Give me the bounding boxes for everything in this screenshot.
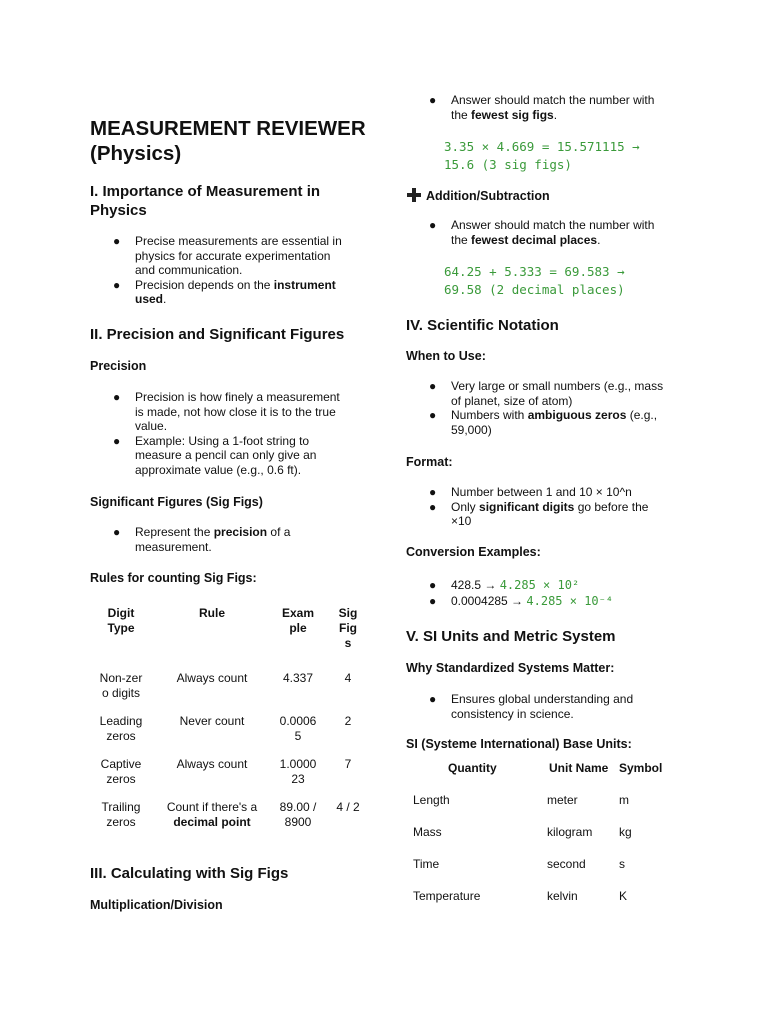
table-row	[90, 757, 372, 800]
table-cell: 2	[344, 714, 352, 728]
section-1-heading-line-2: Physics	[90, 202, 147, 219]
table-cell: kilogram	[547, 825, 593, 839]
text-line: value.	[135, 419, 168, 434]
list-item: ● Precision is how finely a measurement is made, not how close it is to the true value.	[135, 390, 372, 434]
list-item: ● Ensures global understanding and consistency in science.	[451, 692, 686, 721]
text-line	[135, 278, 372, 293]
text: of a	[267, 525, 291, 539]
header-cell: Symbol	[619, 761, 663, 775]
why-list	[429, 692, 686, 721]
text-line: Very large or small numbers (e.g., mass	[451, 379, 664, 393]
conversion-list	[429, 577, 686, 609]
code-line: 64.25 + 5.333 = 69.583 →	[444, 264, 625, 279]
table-cell: Mass	[413, 825, 442, 839]
section-4-heading: IV. Scientific Notation	[406, 317, 559, 334]
header-cell: Unit Name	[549, 761, 609, 775]
list-item: ● Answer should match the number with the fewest decimal places.	[451, 218, 686, 247]
table-row	[406, 857, 686, 889]
list-item: ● Precision depends on the instrument used.	[135, 278, 372, 307]
table-header-row	[406, 761, 686, 793]
text: Represent the	[135, 525, 214, 539]
section-2-heading: II. Precision and Significant Figures	[90, 326, 345, 343]
code-line: 15.6 (3 sig figs)	[444, 157, 572, 172]
table-row	[90, 671, 372, 714]
code-line: 69.58 (2 decimal places)	[444, 282, 625, 297]
table-row	[406, 825, 686, 857]
bold-text: used	[135, 292, 164, 307]
text: Precision depends on the	[135, 277, 274, 292]
section-5-heading: V. SI Units and Metric System	[406, 628, 616, 645]
text-line: Ensures global understanding and	[451, 692, 634, 706]
si-units-label: SI (Systeme International) Base Units:	[406, 737, 632, 751]
list-item: ● Answer should match the number with the fewest sig figs.	[451, 93, 686, 122]
text-line: the fewest decimal places.	[451, 232, 601, 247]
table-cell: K	[619, 889, 628, 903]
section-3-heading: III. Calculating with Sig Figs	[90, 865, 289, 882]
text-line: Answer should match the number with	[451, 218, 655, 232]
table-cell: 89.00 / 8900	[279, 800, 317, 829]
list-item: ● Represent the precision of a measurement.	[135, 525, 372, 554]
text-line	[135, 525, 372, 540]
text-line: the fewest sig figs.	[451, 107, 558, 122]
table-cell: 4 / 2	[336, 800, 360, 814]
header-cell: Sig Fig s	[338, 606, 358, 650]
text-line: approximate value (e.g., 0.6 ft).	[135, 462, 302, 477]
table-cell: kg	[619, 825, 632, 839]
list-item: ● 0.0004285 → 4.285 × 10⁻⁴	[429, 594, 614, 608]
table-cell: Trailing zeros	[101, 800, 141, 829]
document-title	[90, 116, 366, 166]
precision-list	[113, 390, 372, 478]
add-sub-label	[406, 187, 550, 204]
text-line: Only significant digits go before the	[451, 499, 649, 514]
table-cell: second	[547, 857, 586, 871]
text-line: physics for accurate experimentation	[135, 248, 331, 263]
list-item: ● Very large or small numbers (e.g., mass of planet, size of atom)	[451, 379, 686, 408]
text-line: is made, not how close it is to the true	[135, 404, 336, 419]
table-cell: s	[619, 857, 625, 871]
table-cell: 4.337	[282, 671, 314, 685]
text: .	[163, 292, 167, 307]
text-line: and communication.	[135, 263, 243, 278]
table-cell: Captive zeros	[100, 757, 142, 786]
si-units-table	[406, 761, 686, 921]
table-cell: 0.0006 5	[279, 714, 317, 743]
code-line: 3.35 × 4.669 = 15.571115 →	[444, 139, 640, 154]
text-line: ×10	[451, 514, 472, 529]
table-row	[406, 793, 686, 825]
format-label: Format:	[406, 455, 453, 469]
list-item: ● Numbers with ambiguous zeros (e.g., 59,000)	[451, 408, 686, 437]
title-line-1: MEASUREMENT REVIEWER	[90, 117, 366, 140]
header-cell: Quantity	[448, 761, 497, 775]
section-1-heading-line-1: I. Importance of Measurement in	[90, 183, 321, 200]
section-1-heading	[90, 182, 320, 220]
list-item: ● Only significant digits go before the ×10	[451, 500, 686, 529]
plus-icon	[406, 187, 422, 203]
text-line: of planet, size of atom)	[451, 393, 573, 408]
when-to-use-list	[429, 379, 686, 437]
table-cell: Always count	[176, 757, 248, 771]
list-item: ● Example: Using a 1-foot string to measure a pencil can only give an approximate value (e.g., 0.6 ft).	[135, 434, 372, 478]
table-cell: 1.0000 23	[279, 757, 317, 786]
table-cell: Length	[413, 793, 450, 807]
sigfig-label: Significant Figures (Sig Figs)	[90, 495, 263, 509]
rules-label: Rules for counting Sig Figs:	[90, 571, 257, 585]
sigfig-list	[113, 525, 372, 554]
table-cell: 4	[344, 671, 352, 685]
mult-div-label: Multiplication/Division	[90, 898, 223, 912]
text-line: Example: Using a 1-foot string to	[135, 433, 310, 448]
add-sub-list	[429, 218, 686, 247]
why-standardized-label: Why Standardized Systems Matter:	[406, 661, 615, 675]
format-list	[429, 485, 686, 529]
text-line: measurement.	[135, 539, 212, 554]
bold-text: instrument	[273, 277, 336, 292]
mult-div-code-example	[444, 138, 640, 174]
header-cell: Rule	[198, 606, 225, 620]
table-cell: 7	[344, 757, 352, 771]
list-item: ● Number between 1 and 10 × 10^n	[451, 485, 686, 500]
when-to-use-label: When to Use:	[406, 349, 486, 363]
table-cell: meter	[547, 793, 578, 807]
table-cell: Temperature	[413, 889, 481, 903]
table-row	[406, 889, 686, 921]
mult-div-list	[429, 93, 686, 122]
precision-label: Precision	[90, 359, 147, 373]
bold-text: precision	[213, 525, 268, 539]
table-cell: m	[619, 793, 629, 807]
text-line: Answer should match the number with	[451, 93, 655, 107]
table-cell: Always count	[176, 671, 248, 685]
header-cell: Digit Type	[107, 606, 135, 635]
text-line	[135, 292, 372, 307]
table-cell: Never count	[179, 714, 245, 728]
table-row	[90, 800, 372, 843]
section-1-list	[113, 234, 372, 307]
list-item: ● 428.5 → 4.285 × 10²	[429, 578, 580, 592]
text-line: 59,000)	[451, 422, 492, 437]
text-line: consistency in science.	[451, 706, 574, 721]
add-sub-code-example	[444, 263, 625, 299]
text-line: Numbers with ambiguous zeros (e.g.,	[451, 408, 658, 423]
table-cell: Time	[413, 857, 440, 871]
header-cell: Exam ple	[281, 606, 315, 635]
text-line: Precision is how finely a measurement	[135, 390, 340, 404]
table-header-row	[90, 606, 372, 671]
add-sub-label-text: Addition/Subtraction	[426, 189, 550, 203]
table-cell: kelvin	[547, 889, 578, 903]
table-cell: Non-zer o digits	[99, 671, 143, 700]
title-line-2: (Physics)	[90, 142, 182, 165]
text-line: Precise measurements are essential in	[135, 234, 342, 248]
list-item: ● Precise measurements are essential in physics for accurate experimentation and communication.	[135, 234, 372, 278]
table-cell: Count if there's a decimal point	[166, 800, 258, 829]
table-cell: Leading zeros	[99, 714, 143, 743]
table-row	[90, 714, 372, 757]
sigfig-rules-table	[90, 606, 372, 843]
text-line: measure a pencil can only give an	[135, 448, 317, 463]
conversion-examples-label: Conversion Examples:	[406, 545, 541, 559]
text-line: Number between 1 and 10 × 10^n	[451, 485, 632, 499]
